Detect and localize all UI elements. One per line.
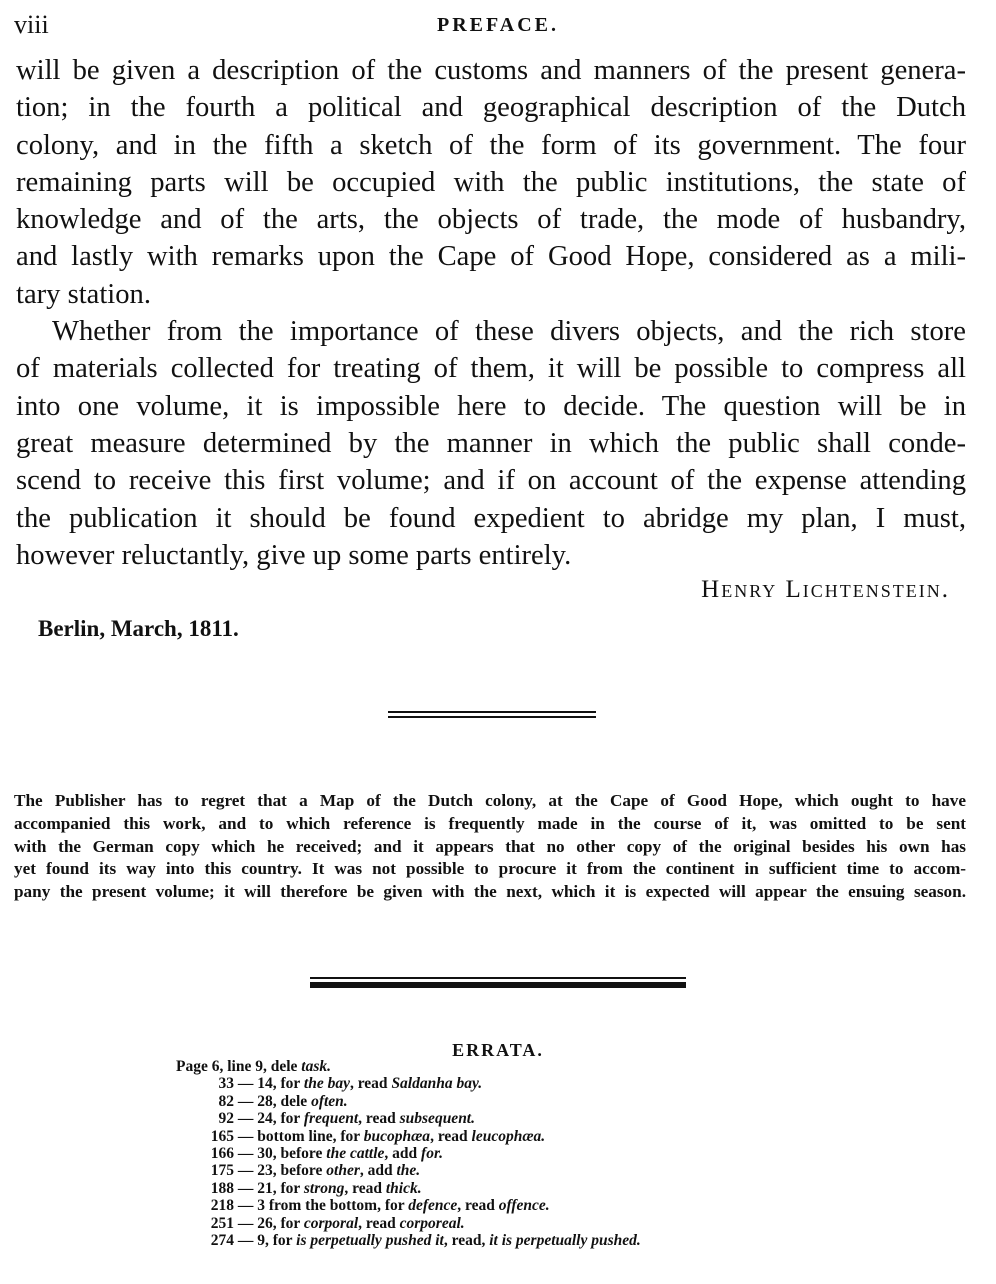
errata-italic-text: frequent [303,1110,359,1128]
errata-text: , read [457,1197,499,1215]
errata-row [176,1093,641,1110]
errata-text: , read [358,1110,400,1128]
errata-row [176,1232,641,1249]
divider-rule-thick [310,982,686,988]
errata-title: ERRATA. [452,1040,544,1060]
text-line: colony, and in the fifth a sketch of the form of its government. The four [16,129,966,161]
dateline: Berlin, March, 1811. [38,616,239,641]
errata-page-number: 188 [210,1179,234,1197]
errata-text: — 9, for [234,1232,297,1250]
text-line: the publication it should be found expedient to abridge my plan, I must, [16,502,966,534]
text-line: and lastly with remarks upon the Cape of Good Hope, considered as a mili- [16,241,966,273]
preface-body [16,52,966,574]
text-line: however reluctantly, give up some parts entirely. [16,539,572,571]
errata-italic-text: other [326,1162,360,1180]
paragraph-1 [16,52,966,313]
text-line: into one volume, it is impossible here to decide. The question will be in [16,390,966,422]
errata-italic-text: thick. [385,1179,422,1197]
errata-italic-text: corporal [303,1214,359,1232]
errata-row [176,1110,641,1127]
errata-text: , read, [443,1232,490,1250]
errata-row [176,1162,641,1179]
errata-text: — 30, before [234,1145,327,1163]
errata-row [176,1215,641,1232]
errata-text: — bottom line, for [234,1127,364,1145]
paragraph-2 [16,313,966,574]
errata-text: , read [430,1127,472,1145]
errata-text: , add [359,1162,397,1180]
errata-row [176,1180,641,1197]
divider-rule [388,711,596,713]
note-line: with the German copy which he received; and it appears that no other copy of the original besides his own has [14,836,966,856]
errata-text: — 26, for [234,1214,304,1232]
divider-rule [310,977,686,979]
page-header [0,10,996,44]
note-line: accompanied this work, and to which reference is frequently made in the course of it, was omitted to be sent [14,813,966,833]
errata-italic-text: the. [396,1162,421,1180]
errata-italic-text: bucophæa [363,1127,431,1145]
running-title: PREFACE. [437,14,559,36]
errata-italic-text: strong [303,1179,345,1197]
errata-page-number: 165 [210,1127,234,1145]
errata-text: — 21, for [234,1179,304,1197]
errata-first-prefix: Page 6, line 9, dele [176,1058,298,1075]
text-line: tion; in the fourth a political and geographical description of the Dutch [16,92,966,124]
text-line: Whether from the importance of these divers objects, and the rich store [52,316,966,348]
errata-italic-text: it is perpetually pushed. [489,1232,641,1250]
errata-text: , read [344,1179,386,1197]
author-signature: Henry Lichtenstein. [701,576,950,603]
errata-text: — 3 from the bottom, for [234,1197,409,1215]
errata-row [176,1197,641,1214]
errata-italic-text: corporeal. [399,1214,465,1232]
errata-italic-text: the bay [303,1075,350,1093]
errata-text: — 14, for [234,1075,304,1093]
errata-page-number: 82 [218,1092,234,1110]
errata-page-number: 274 [210,1232,234,1250]
errata-row [176,1128,641,1145]
publisher-note [14,790,966,904]
errata-text: — 24, for [234,1110,304,1128]
errata-row [176,1145,641,1162]
errata-italic-text: leucophæa. [471,1127,546,1145]
page-number: viii [14,10,49,39]
errata-text: — 23, before [234,1162,327,1180]
errata-page-number: 92 [218,1110,234,1128]
text-line: great measure determined by the manner in which the public shall conde- [16,427,966,459]
errata-text: — 28, dele [234,1092,312,1110]
divider-rule [388,716,596,718]
errata-italic-text: Saldanha bay. [391,1075,483,1093]
errata-page-number: 251 [210,1214,234,1232]
errata-italic-text: is perpetually pushed it [296,1232,444,1250]
text-line: scend to receive this first volume; and if on account of the expense attending [16,465,966,497]
errata-text: , read [349,1075,392,1093]
text-line: tary station. [16,278,151,310]
errata-italic-text: defence [408,1197,458,1215]
errata-text: , add [384,1145,422,1163]
errata-text: , read [358,1214,400,1232]
errata-italic-text: for. [421,1145,443,1163]
note-line: pany the present volume; it will therefore be given with the next, which it is expected will appear the ensuing season. [14,882,966,902]
errata-row [176,1075,641,1092]
text-line: remaining parts will be occupied with the public institutions, the state of [16,166,966,198]
text-line: knowledge and of the arts, the objects of trade, the mode of husbandry, [16,204,966,236]
note-line: yet found its way into this country. It was not possible to procure it from the continent in sufficient time to accom- [14,859,966,879]
errata-rows [176,1075,641,1249]
errata-page-number: 166 [210,1145,234,1163]
text-line: will be given a description of the customs and manners of the present genera- [16,55,966,86]
errata-page-number: 33 [218,1075,234,1093]
errata-first-word: task. [301,1058,331,1075]
errata-italic-text: the cattle [326,1145,385,1163]
errata-row [176,1058,641,1075]
errata-page-number: 218 [210,1197,234,1215]
note-line: The Publisher has to regret that a Map of the Dutch colony, at the Cape of Good Hope, which ought to have [14,791,966,810]
errata-italic-text: subsequent. [399,1110,475,1128]
errata-list [176,1058,641,1249]
text-line: of materials collected for treating of them, it will be possible to compress all [16,353,966,385]
errata-italic-text: offence. [498,1197,550,1215]
errata-page-number: 175 [210,1162,234,1180]
errata-italic-text: often. [311,1092,348,1110]
